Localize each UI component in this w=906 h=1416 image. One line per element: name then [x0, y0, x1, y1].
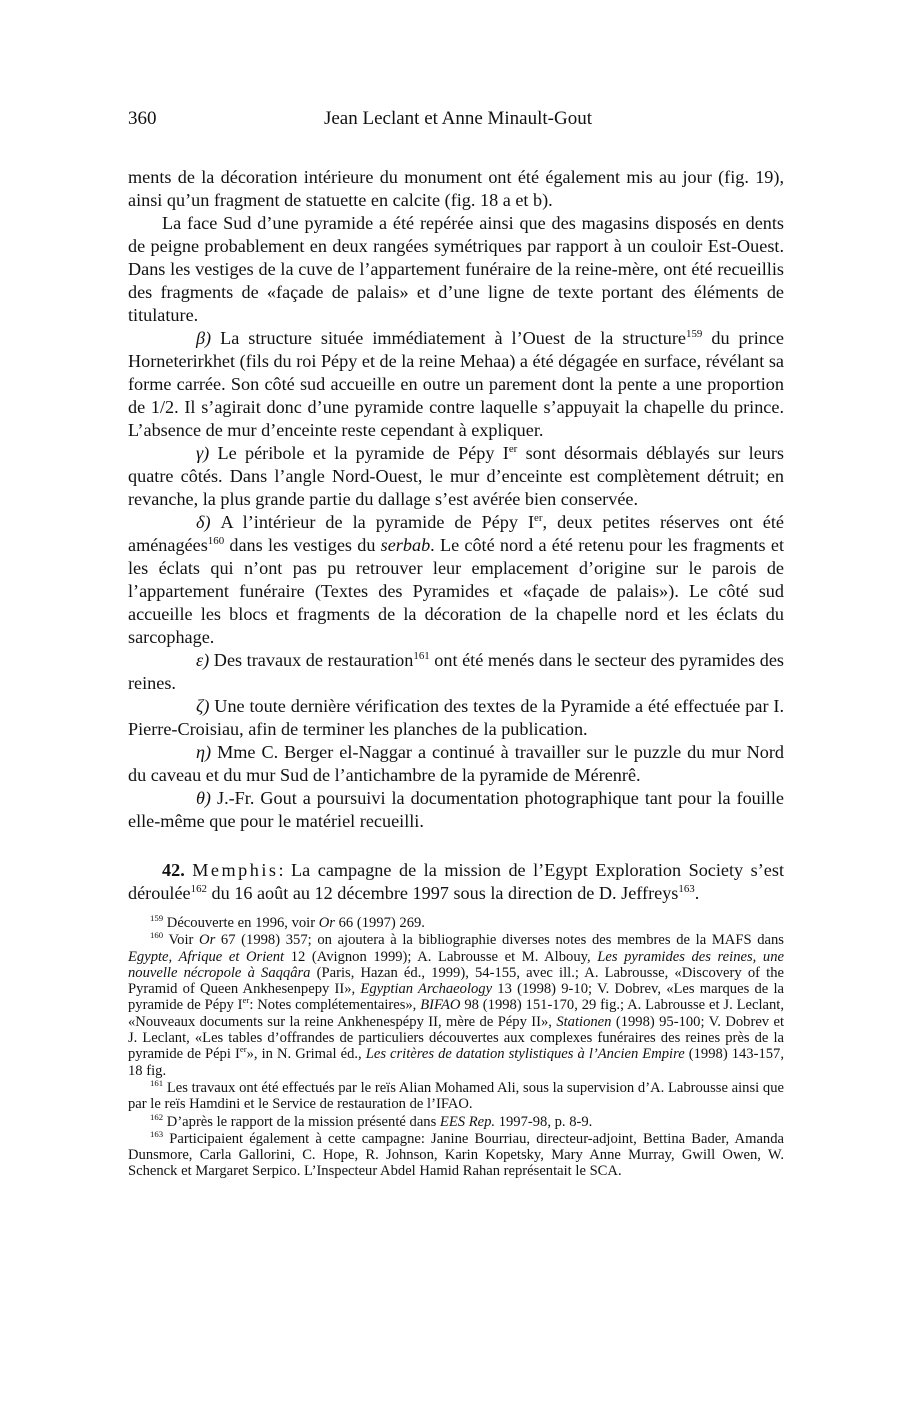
footnote-ref: 163 [678, 882, 695, 895]
paragraph-epsilon: ε) Des travaux de restauration$^{161}$ ont été menés dans le secteur des pyramides des reines. [128, 649, 784, 693]
paragraph-eta: η) Mme C. Berger el-Naggar a continué à travailler sur le puzzle du mur Nord du caveau et du mur Sud de l’antichambre de la pyramide de Mérenrê. [128, 742, 784, 785]
section-place: Memphis [192, 860, 279, 880]
item-marker: ζ) [196, 696, 210, 716]
section-number: 42. [162, 860, 185, 880]
footnotes [128, 915, 784, 1181]
page-header [128, 108, 788, 138]
footnote-ref: 161 [413, 649, 430, 662]
footnote-159: $^{159}$ Découverte en 1996, voir Or 66 (1997) 269. [150, 913, 425, 931]
item-marker: β) [196, 328, 212, 348]
page-number: 360 [128, 108, 157, 129]
paragraph-gamma: γ) Le péribole et la pyramide de Pépy Ier sont désormais déblayés sur leurs quatre côtés. Dans l’angle Nord-Ouest, le mur d’enceinte est complètement détruit; en revanche, la plus grande partie du dallage s’est avérée bien conservée. [128, 442, 784, 509]
item-marker: ε) [196, 650, 210, 670]
footnote-161: $^{161}$ Les travaux ont été effectués par le reïs Alian Mohamed Ali, sous la supervision d’A. Labrousse ainsi que par le reïs Hamdini et le Service de restauration de l’IFAO. [128, 1078, 784, 1113]
item-marker: η) [196, 742, 212, 762]
footnote-163: $^{163}$ Participaient également à cette campagne: Janine Bourriau, directeur-adjoint, Bettina Bader, Amanda Dunsmore, Carla Gallorini, C. Hope, R. Johnson, Karin Kopetsky, Mary Anne Murray, Gwill Owen, W. Schenck et Margaret Serpico. L’Inspecteur Abdel Hamid Rahan représentait le SCA. [128, 1129, 784, 1180]
item-marker: γ) [196, 443, 210, 463]
paragraph-zeta: ζ) Une toute dernière vérification des textes de la Pyramide a été effectuée par I. Pierre-Croisiau, afin de terminer les planches de la publication. [128, 696, 784, 739]
paragraph: ments de la décoration intérieure du monument ont été également mis au jour (fig. 19), ainsi qu’un fragment de statuette en calcite (fig. 18 a et b). [128, 167, 784, 210]
item-marker: θ) [196, 788, 211, 808]
item-marker: δ) [196, 512, 211, 532]
running-title: Jean Leclant et Anne Minault-Gout [323, 108, 593, 129]
footnote-ref: 162 [190, 882, 207, 895]
main-text [128, 166, 784, 905]
paragraph: La face Sud d’une pyramide a été repérée ainsi que des magasins disposés en dents de peigne probablement en deux rangées symétriques par rapport à un couloir Est-Ouest. Dans les vestiges de la cuve de l’appartement funéraire de la reine-mère, ont été recueillis des fragments de «façade de palais» et d’une ligne de texte portant des éléments de titulature. [128, 213, 784, 325]
footnote-160: $^{160}$ Voir Or 67 (1998) 357; on ajoutera à la bibliographie diverses notes des membres de la MAFS dans Egypte, Afrique et Orient 12 (Avignon 1999); A. Labrousse et M. Albouy, Les pyramides des reines, une nouvelle nécropole à Saqqâra (Paris, Hazan éd., 1999), 54-155, avec ill.; A. Labrousse, «Discovery of the Pyramid of Queen Ankhesenpepy II», Egyptian Archaeology 13 (1998) 9-10; V. Dobrev, «Les marques de la pyramide de Pépy Ier: Notes complétementaires», BIFAO 98 (1998) 151-170, 29 fig.; A. Labrousse et J. Leclant, «Nouveaux documents sur la reine Ankhenespépy II, mère de Pépy II», Stationen (1998) 95-100; V. Dobrev et J. Leclant, «Les tables d’offrandes de particuliers découvertes aux complexes funéraires des reines près de la pyramide de Pépi Ier», in N. Grimal éd., Les critères de datation stylistiques à l’Ancien Empire (1998) 143-157, 18 fig. [128, 930, 785, 1079]
paragraph-theta: θ) J.-Fr. Gout a poursuivi la documentation photographique tant pour la fouille elle-même que pour le matériel recueilli. [128, 788, 784, 831]
footnote-ref: 160 [207, 534, 225, 547]
footnote-162: $^{162}$ D’après le rapport de la mission présenté dans EES Rep. 1997-98, p. 8-9. [150, 1111, 593, 1130]
paragraph-beta: β) La structure située immédiatement à l’Ouest de la structure$^{159}$ du prince Horneterirkhet (fils du roi Pépy et de la reine Mehaa) a été dégagée en surface, révélant sa forme carrée. Son côté sud accueille en outre un parement dont la pente a une proportion de 1/2. Il s’agirait donc d’une pyramide contre laquelle s’appuyait la chapelle du prince. L’absence de mur d’enceinte reste cependant à expliquer. [128, 327, 784, 440]
paragraph-delta: δ) A l’intérieur de la pyramide de Pépy Ier, deux petites réserves ont été aménagées$^{160}$ dans les vestiges du serbab. Le côté nord a été retenu pour les fragments et les éclats qui n’ont pas pu retrouver leur emplacement d’origine sur le parois de l’appartement funéraire (Textes des Pyramides et «façade de palais»). Le côté sud accueille les blocs et fragments de la décoration de la chapelle nord et les éclats du sarcophage. [128, 511, 784, 647]
section-42: 42. Memphis: La campagne de la mission de l’Egypt Exploration Society s’est déroulée$^{162}$ du 16 août au 12 décembre 1997 sous la direction de D. Jeffreys$^{163}$. [128, 860, 785, 903]
footnote-ref: 159 [686, 327, 703, 340]
